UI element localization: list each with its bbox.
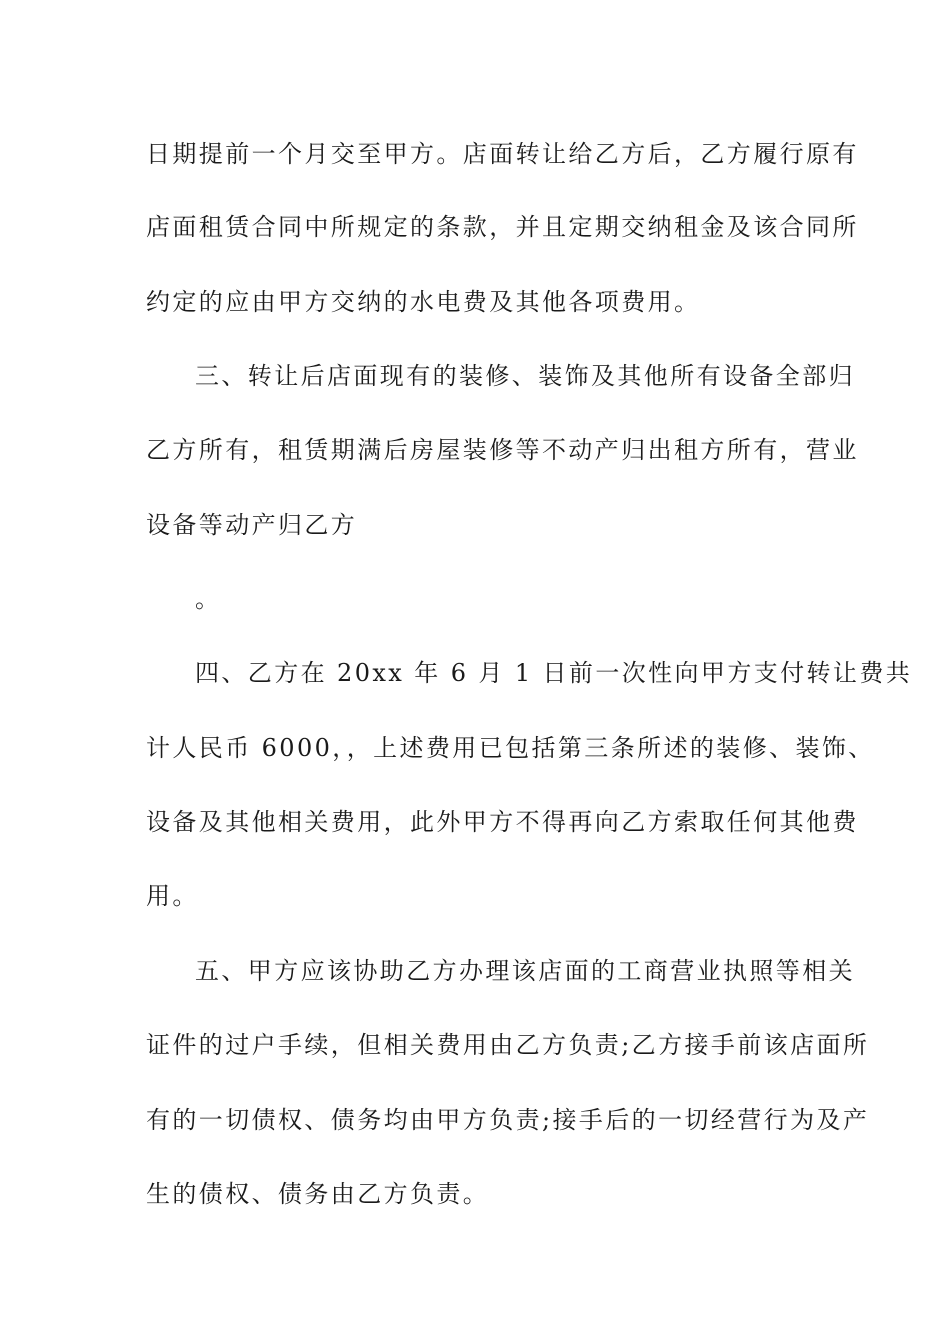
paragraph-line: 生的债权、债务由乙方负责。 <box>146 1180 490 1208</box>
paragraph-line: 设备等动产归乙方 <box>146 511 358 539</box>
paragraph-line: 证件的过户手续，但相关费用由乙方负责;乙方接手前该店面所 <box>146 1031 870 1059</box>
paragraph-line: 约定的应由甲方交纳的水电费及其他各项费用。 <box>146 288 701 316</box>
paragraph-line: 用。 <box>146 882 199 910</box>
paragraph-line: 日期提前一个月交至甲方。店面转让给乙方后，乙方履行原有 <box>146 140 859 168</box>
paragraph-line: 。 <box>195 585 222 613</box>
paragraph-line: 乙方所有，租赁期满后房屋装修等不动产归出租方所有，营业 <box>146 436 859 464</box>
paragraph-line: 有的一切债权、债务均由甲方负责;接手后的一切经营行为及产 <box>146 1106 870 1134</box>
clause-three-line: 三、转让后店面现有的装修、装饰及其他所有设备全部归 <box>195 362 855 390</box>
paragraph-line: 设备及其他相关费用，此外甲方不得再向乙方索取任何其他费 <box>146 808 859 836</box>
clause-five-line: 五、甲方应该协助乙方办理该店面的工商营业执照等相关 <box>195 957 855 985</box>
clause-four-line: 四、乙方在 20xx 年 6 月 1 日前一次性向甲方支付转让费共 <box>195 659 913 687</box>
paragraph-line: 计人民币 6000，，上述费用已包括第三条所述的装修、装饰、 <box>146 734 875 762</box>
paragraph-line: 店面租赁合同中所规定的条款，并且定期交纳租金及该合同所 <box>146 213 859 241</box>
